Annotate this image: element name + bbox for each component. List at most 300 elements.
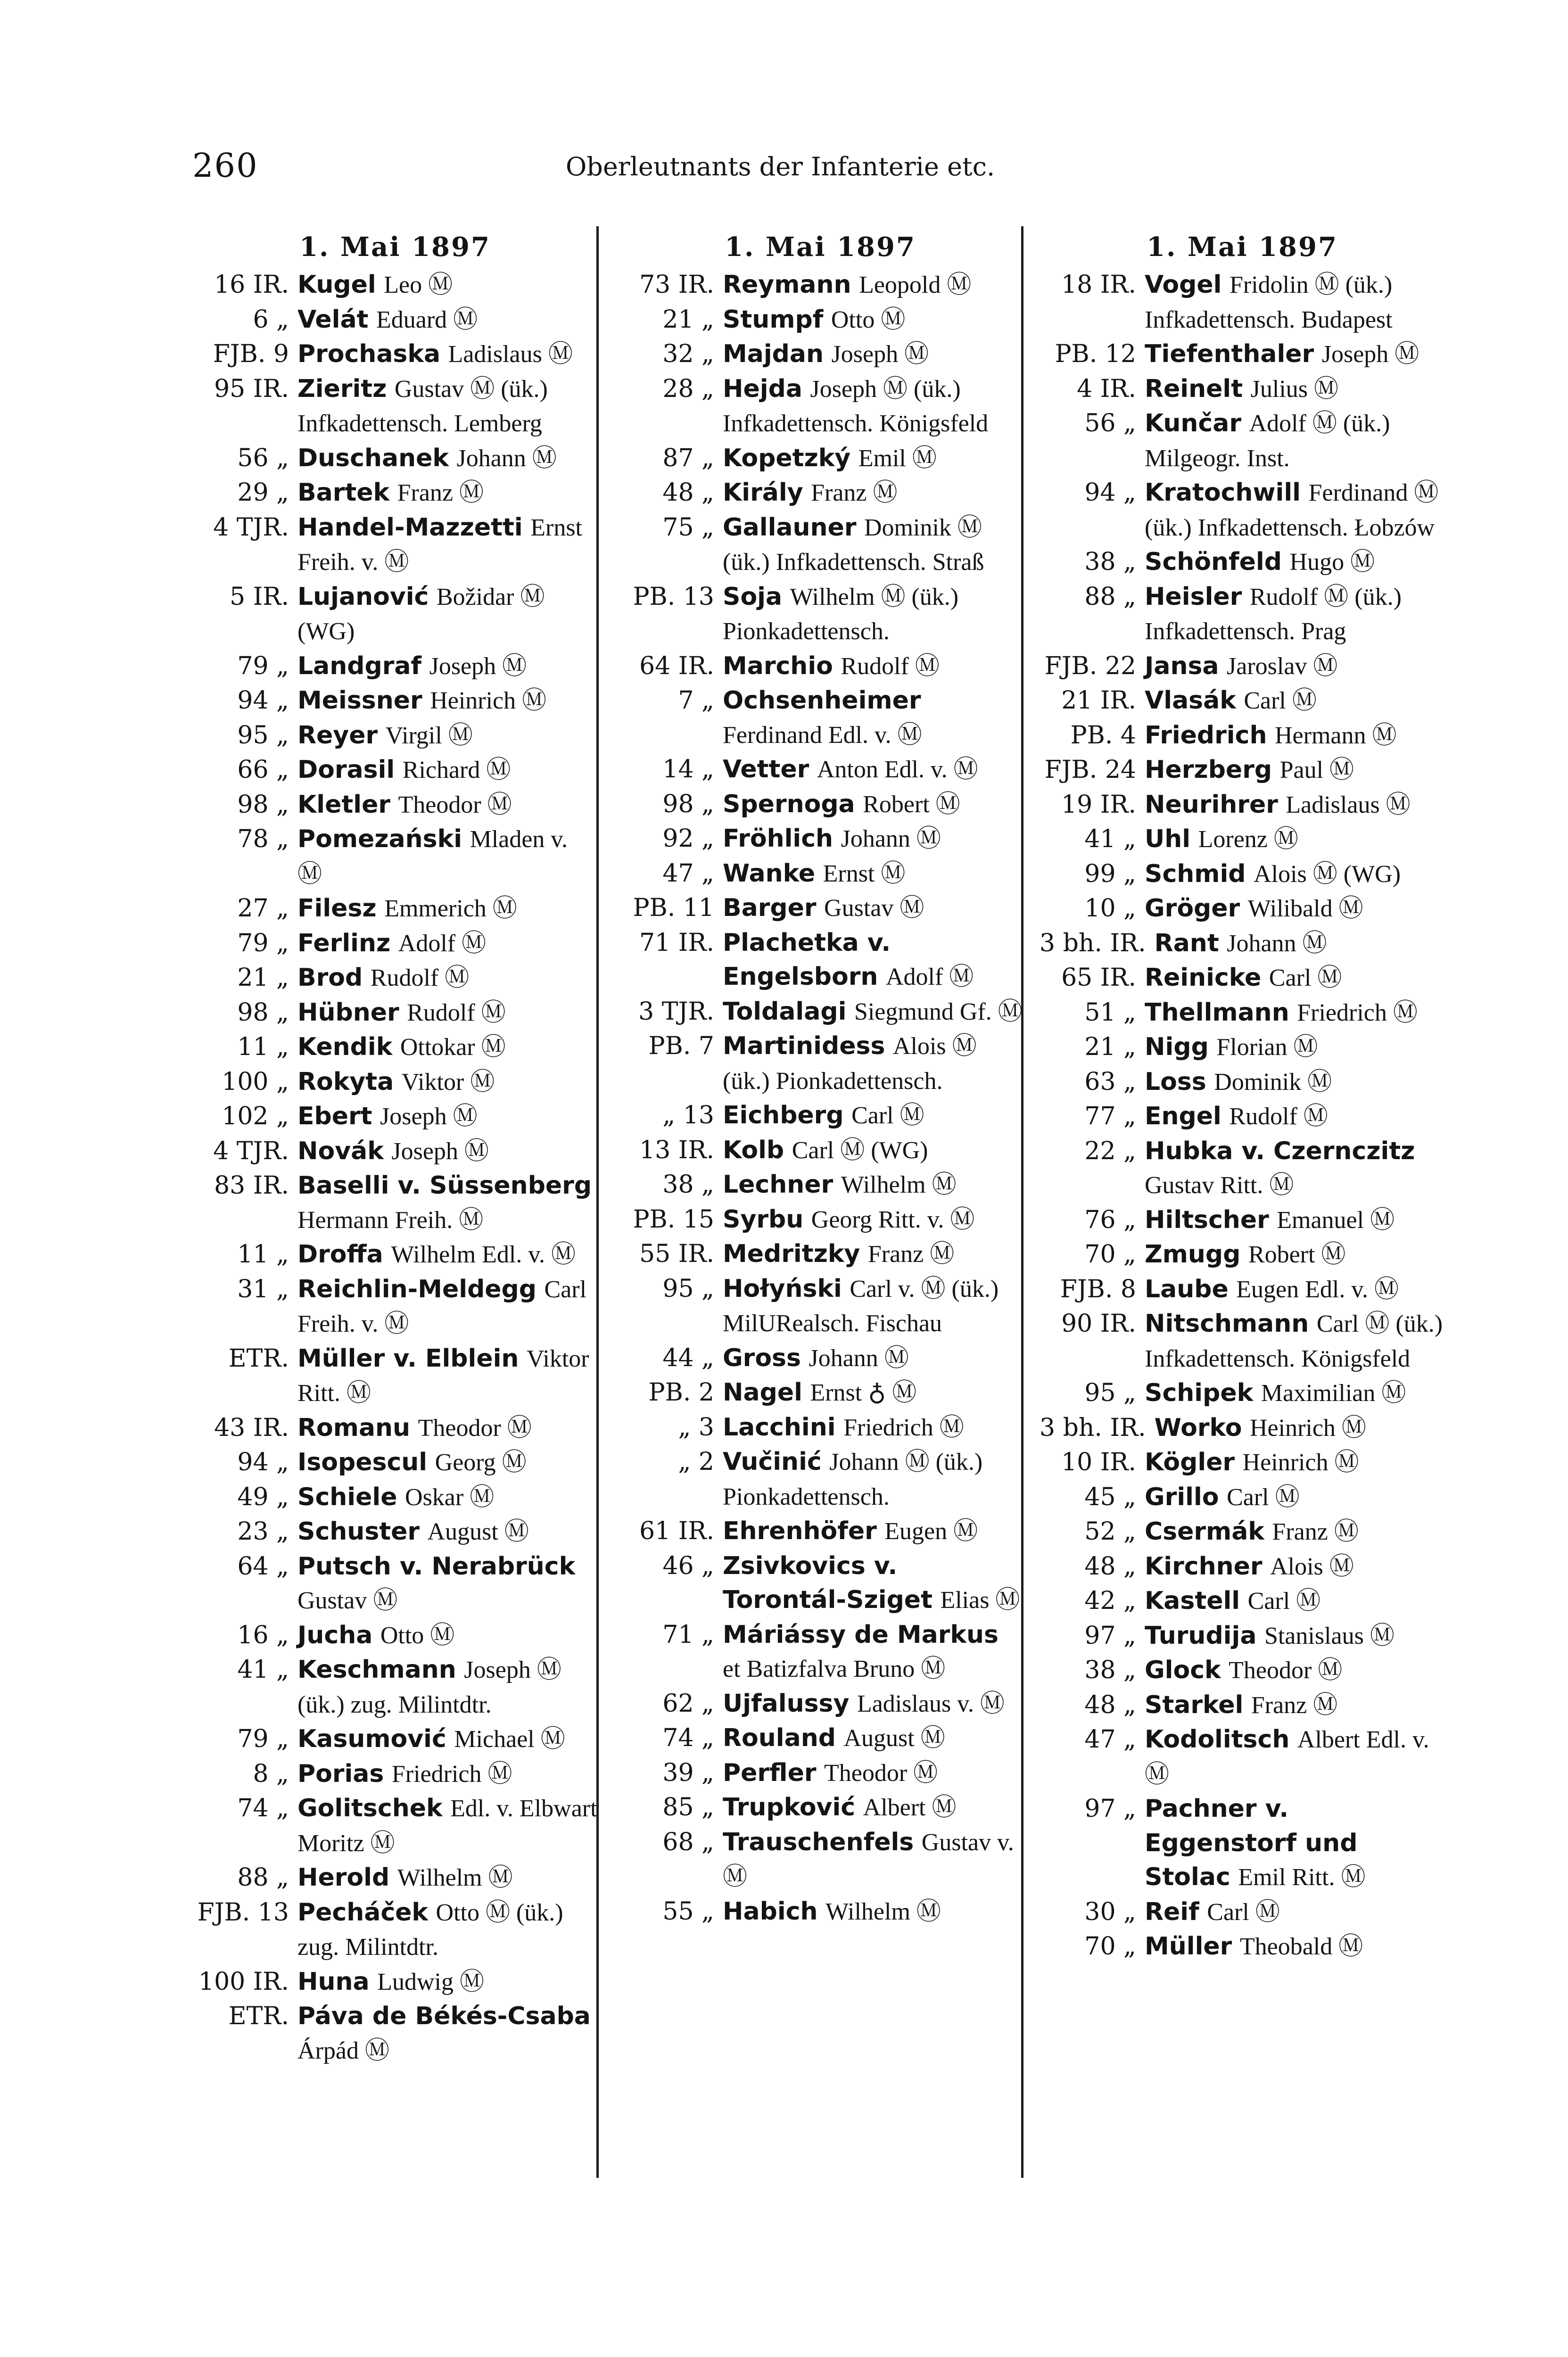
officer-entry [1040, 788, 1445, 823]
officer-name-block [297, 1895, 598, 1965]
officer-name-block [297, 580, 598, 649]
officer-entry [618, 1721, 1023, 1756]
officer-name-block [297, 1861, 598, 1895]
officer-entry [192, 1169, 598, 1237]
officer-name-block [1145, 1134, 1445, 1203]
unit-designation: 98 „ [237, 790, 289, 819]
unit-designation: 98 „ [662, 790, 714, 818]
officer-details: Carl Ⓜ [1227, 1483, 1300, 1511]
unit-designation: 98 „ [237, 998, 289, 1027]
officer-details: Rudolf Ⓜ [841, 652, 940, 680]
officer-entry [192, 1272, 598, 1342]
unit-designation: 52 „ [1084, 1517, 1136, 1546]
officer-entry [618, 1029, 1023, 1098]
officer-surname: Zieritz [297, 374, 387, 403]
unit-designation: 38 „ [1084, 548, 1136, 576]
officer-details: August Ⓜ [843, 1725, 945, 1752]
officer-name-block [297, 1965, 598, 2000]
unit-designation: 70 „ [1084, 1240, 1136, 1269]
officer-name-block [1145, 372, 1445, 407]
officer-entry [1040, 718, 1445, 753]
unit-designation: 99 „ [1084, 859, 1136, 888]
officer-entry [192, 996, 598, 1030]
officer-details: Theodor Ⓜ [418, 1414, 532, 1442]
officer-details: Ferdinand Ⓜ (ük.) Infkadettensch. Łobzów [1145, 479, 1439, 541]
officer-surname: Meissner [297, 686, 422, 715]
officer-details: Ernst ♁ Ⓜ [810, 1379, 917, 1406]
officer-name-block [1145, 1030, 1445, 1065]
officer-entry [1040, 1792, 1445, 1895]
officer-entry [1040, 649, 1445, 684]
unit-designation: 29 „ [237, 478, 289, 507]
officer-name-block [1145, 788, 1445, 823]
officer-details: Paul Ⓜ [1279, 757, 1354, 783]
officer-surname: Schiele [297, 1483, 397, 1511]
officer-surname: Tiefenthaler [1145, 340, 1314, 368]
officer-surname: Perfler [723, 1758, 817, 1787]
officer-details: Wilhelm Ⓜ (ük.) Pionkadettensch. [723, 583, 959, 645]
officer-entry [618, 1237, 1023, 1272]
officer-details: Joseph Ⓜ (ük.) Infkadettensch. Königsfeld [723, 375, 989, 437]
officer-surname: Pecháček [297, 1898, 428, 1927]
officer-surname: Gröger [1145, 894, 1240, 923]
unit-designation: PB. 15 [633, 1205, 714, 1234]
unit-designation: 56 „ [1084, 409, 1136, 437]
unit-designation: 48 „ [662, 478, 714, 507]
officer-details: Carl Ⓜ (ük.) Infkadettensch. Königsfeld [1145, 1310, 1443, 1372]
officer-name-block [297, 1791, 598, 1861]
officer-details: Emil Ritt. Ⓜ [1238, 1864, 1366, 1891]
officer-entry [1040, 753, 1445, 788]
officer-surname: Romanu [297, 1413, 411, 1442]
officer-entry [192, 441, 598, 476]
officer-details: Franz Ⓜ [397, 479, 484, 506]
officer-name-block [1145, 1895, 1445, 1930]
officer-name-block [723, 1618, 1023, 1687]
officer-details: Eugen Edl. v. Ⓜ [1236, 1276, 1399, 1303]
officer-name-block [723, 926, 1023, 995]
unit-designation: 8 „ [253, 1759, 289, 1788]
officer-details: Wilhelm Edl. v. Ⓜ [391, 1241, 576, 1268]
officer-surname: Ebert [297, 1102, 372, 1130]
officer-list [618, 268, 1023, 1929]
unit-designation: 75 „ [662, 513, 714, 542]
officer-surname: Király [723, 478, 803, 507]
officer-surname: Vlasák [1145, 686, 1236, 715]
unit-designation: 56 „ [237, 444, 289, 472]
unit-designation: 45 „ [1084, 1483, 1136, 1511]
officer-surname: Reichlin-Meldegg [297, 1275, 536, 1303]
officer-details: Hermann Freih. Ⓜ [297, 1206, 484, 1234]
unit-designation: 95 „ [237, 721, 289, 750]
unit-designation: FJB. 9 [213, 340, 289, 368]
unit-designation: 94 „ [237, 1448, 289, 1476]
unit-designation: FJB. 8 [1060, 1275, 1136, 1303]
roster-column-2 [618, 226, 1023, 1929]
unit-designation: 88 „ [1084, 582, 1136, 611]
roster-column-3 [1040, 226, 1445, 1964]
unit-designation: 3 bh. IR. [1040, 929, 1146, 957]
officer-entry [1040, 1376, 1445, 1411]
officer-details: Georg Ⓜ [435, 1449, 527, 1476]
officer-name-block [723, 1341, 1023, 1376]
officer-entry [618, 476, 1023, 511]
officer-entry [192, 1134, 598, 1169]
unit-designation: 11 „ [237, 1033, 289, 1061]
officer-name-block [1145, 1237, 1445, 1272]
officer-surname: Handel-Mazzetti [297, 513, 523, 542]
officer-name-block [723, 822, 1023, 857]
officer-details: Carl Ⓜ [1207, 1898, 1280, 1926]
officer-name-block [1145, 1619, 1445, 1654]
officer-name-block [297, 649, 598, 684]
officer-details: Albert Ⓜ [863, 1794, 957, 1821]
officer-entry [618, 787, 1023, 822]
officer-entry [618, 1825, 1023, 1895]
officer-entry [192, 753, 598, 788]
unit-designation: 38 „ [1084, 1656, 1136, 1684]
officer-name-block [1145, 996, 1445, 1030]
unit-designation: 10 „ [1084, 894, 1136, 923]
officer-name-block [723, 268, 1023, 303]
officer-details: Theobald Ⓜ [1239, 1933, 1363, 1960]
unit-designation: 21 „ [1084, 1033, 1136, 1061]
officer-surname: Starkel [1145, 1690, 1244, 1719]
unit-designation: 76 „ [1084, 1205, 1136, 1234]
officer-entry [1040, 1480, 1445, 1515]
officer-surname: Porias [297, 1759, 384, 1788]
officer-surname: Herzberg [1145, 756, 1272, 784]
officer-entry [1040, 406, 1445, 476]
officer-entry [1040, 857, 1445, 892]
officer-name-block [1145, 1584, 1445, 1619]
officer-entry [618, 995, 1023, 1030]
officer-details: Carl v. Ⓜ (ük.) MilURealsch. Fischau [723, 1275, 999, 1337]
unit-designation: 102 „ [222, 1102, 289, 1130]
unit-designation: „ 3 [678, 1413, 714, 1442]
officer-entry [1040, 476, 1445, 545]
officer-entry [192, 1618, 598, 1653]
officer-name-block [297, 1030, 598, 1065]
unit-designation: 100 IR. [198, 1967, 289, 1996]
officer-name-block [1145, 1065, 1445, 1100]
officer-surname: Turudija [1145, 1621, 1257, 1650]
officer-surname: Loss [1145, 1067, 1206, 1096]
unit-designation: FJB. 13 [197, 1898, 289, 1927]
officer-surname: Kastell [1145, 1587, 1240, 1615]
officer-entry [192, 1030, 598, 1065]
officer-name-block [1145, 268, 1445, 337]
officer-surname: Droffa [297, 1240, 383, 1269]
unit-designation: 100 „ [222, 1067, 289, 1096]
officer-name-block [297, 1169, 598, 1237]
officer-surname: Huna [297, 1967, 370, 1996]
unit-designation: 21 „ [237, 964, 289, 992]
officer-surname: Kodolitsch [1145, 1725, 1290, 1754]
officer-entry [192, 718, 598, 753]
officer-name-block [1145, 961, 1445, 996]
officer-details: Gustav Ⓜ [824, 895, 924, 922]
unit-designation: 78 „ [237, 825, 289, 853]
officer-details: Gustav v. Ⓜ [723, 1829, 1014, 1890]
officer-details: Oskar Ⓜ [405, 1483, 495, 1511]
officer-surname: Putsch v. Nerabrück [297, 1552, 576, 1581]
officer-details: Leopold Ⓜ [859, 272, 972, 298]
officer-details: Ludwig Ⓜ [377, 1968, 484, 1995]
officer-entry [192, 1757, 598, 1792]
officer-entry [618, 1514, 1023, 1549]
officer-entry [1040, 1895, 1445, 1930]
unit-designation: 95 „ [662, 1274, 714, 1303]
officer-surname: Herold [297, 1863, 390, 1892]
officer-name-block [297, 718, 598, 753]
officer-details: Rudolf Ⓜ (ük.) Infkadettensch. Prag [1145, 583, 1402, 645]
officer-entry [1040, 1549, 1445, 1584]
officer-entry [192, 303, 598, 338]
unit-designation: 27 „ [237, 894, 289, 923]
unit-designation: 4 IR. [1077, 374, 1136, 403]
officer-name-block [723, 891, 1023, 926]
officer-name-block [723, 1410, 1023, 1445]
officer-details: Leo Ⓜ [384, 272, 453, 298]
officer-details: Alois Ⓜ (ük.) Pionkadettensch. [723, 1033, 977, 1095]
officer-entry [192, 1099, 598, 1134]
unit-designation: 95 „ [1084, 1379, 1136, 1407]
officer-details: Carl Ⓜ (WG) [792, 1137, 928, 1164]
officer-surname: Ujfalussy [723, 1689, 850, 1718]
officer-details: Friedrich Ⓜ [843, 1414, 964, 1441]
officer-name-block [723, 1825, 1023, 1895]
officer-details: Johann Ⓜ [809, 1344, 909, 1372]
officer-surname: Filesz [297, 894, 377, 923]
unit-designation: 74 „ [237, 1794, 289, 1822]
officer-surname: Schipek [1145, 1379, 1254, 1407]
officer-surname: Golitschek [297, 1794, 443, 1822]
officer-entry [192, 1065, 598, 1100]
officer-details: Robert Ⓜ [1248, 1241, 1346, 1268]
officer-surname: Dorasil [297, 756, 395, 784]
officer-surname: Brod [297, 964, 363, 992]
officer-surname: Ochsenheimer [723, 686, 921, 715]
unit-designation: FJB. 24 [1044, 756, 1136, 784]
officer-surname: Gross [723, 1343, 801, 1372]
officer-name-block [297, 753, 598, 788]
unit-designation: 79 „ [237, 1725, 289, 1753]
unit-designation: 71 „ [662, 1620, 714, 1649]
officer-surname: Hiltscher [1145, 1205, 1269, 1234]
officer-name-block [297, 1099, 598, 1134]
officer-entry [1040, 372, 1445, 407]
officer-entry [1040, 1619, 1445, 1654]
officer-details: Ernst Ⓜ [823, 860, 906, 887]
unit-designation: 21 „ [662, 305, 714, 334]
officer-name-block [723, 1376, 1023, 1410]
unit-designation: 3 bh. IR. [1040, 1413, 1146, 1442]
officer-name-block [1145, 857, 1445, 892]
officer-entry [618, 1549, 1023, 1618]
officer-name-block [297, 926, 598, 961]
officer-name-block [723, 1514, 1023, 1549]
unit-designation: FJB. 22 [1044, 651, 1136, 680]
officer-entry [1040, 1722, 1445, 1792]
officer-name-block [297, 1653, 598, 1722]
officer-name-block [1145, 1272, 1445, 1307]
officer-name-block [723, 857, 1023, 891]
officer-details: Wilhelm Ⓜ [397, 1864, 513, 1891]
unit-designation: 73 IR. [639, 271, 714, 299]
officer-surname: Martinidess [723, 1032, 885, 1060]
officer-name-block [297, 961, 598, 996]
officer-surname: Reyer [297, 721, 378, 750]
officer-name-block [1145, 1929, 1445, 1964]
unit-designation: 61 IR. [639, 1517, 714, 1545]
officer-entry [192, 649, 598, 684]
officer-details: Anton Edl. v. Ⓜ [817, 756, 978, 783]
officer-surname: Keschmann [297, 1656, 456, 1684]
officer-name-block [723, 1098, 1023, 1133]
unit-designation: 43 IR. [214, 1413, 289, 1442]
officer-entry [192, 511, 598, 580]
officer-surname: Duschanek [297, 444, 449, 472]
officer-entry [192, 1791, 598, 1861]
officer-details: Joseph Ⓜ [429, 652, 527, 680]
officer-surname: Worko [1154, 1413, 1242, 1442]
officer-name-block [1145, 1376, 1445, 1411]
officer-entry [618, 822, 1023, 857]
unit-designation: PB. 12 [1055, 340, 1136, 368]
officer-name-block [297, 1342, 598, 1411]
officer-surname: Ehrenhöfer [723, 1517, 877, 1545]
officer-details: Franz Ⓜ [867, 1241, 955, 1268]
unit-designation: 92 „ [662, 824, 714, 853]
officer-entry [192, 580, 598, 649]
officer-entry [192, 822, 598, 891]
officer-details: Richard Ⓜ [402, 757, 511, 783]
officer-entry [1040, 1099, 1445, 1134]
unit-designation: 94 „ [1084, 478, 1136, 507]
officer-surname: Jansa [1145, 651, 1219, 680]
officer-name-block [723, 995, 1023, 1030]
officer-details: Joseph Ⓜ [1321, 341, 1419, 368]
officer-surname: Spernoga [723, 790, 855, 818]
unit-designation: PB. 2 [648, 1378, 714, 1407]
unit-designation: 74 „ [662, 1724, 714, 1752]
officer-entry [618, 1756, 1023, 1791]
officer-name-block [1155, 1411, 1445, 1446]
unit-designation: ETR. [228, 1344, 289, 1373]
officer-name-block [723, 1549, 1023, 1618]
officer-name-block [297, 822, 598, 891]
unit-designation: 4 TJR. [213, 513, 289, 542]
officer-entry [192, 684, 598, 718]
officer-name-block [297, 684, 598, 718]
officer-entry [1040, 996, 1445, 1030]
officer-entry [618, 684, 1023, 752]
officer-surname: Hübner [297, 998, 399, 1027]
officer-name-block [1145, 580, 1445, 649]
officer-name-block [1145, 1203, 1445, 1238]
unit-designation: „ 2 [678, 1448, 714, 1476]
officer-entry [618, 1098, 1023, 1133]
officer-name-block [723, 1168, 1023, 1203]
officer-entry [1040, 580, 1445, 649]
officer-name-block [297, 441, 598, 476]
officer-details: Franz Ⓜ [1272, 1518, 1359, 1545]
officer-surname: Medritzky [723, 1240, 860, 1268]
running-title: Oberleutnants der Infanterie etc. [566, 152, 995, 181]
officer-surname: Ferlinz [297, 929, 391, 957]
officer-entry [618, 891, 1023, 926]
book-page [141, 118, 1443, 2315]
officer-details: Carl Ⓜ [1244, 687, 1317, 714]
officer-entry [192, 1342, 598, 1411]
officer-entry [192, 1999, 598, 2068]
officer-details: Fridolin Ⓜ (ük.) Infkadettensch. Budapest [1145, 272, 1393, 333]
unit-designation: 6 „ [253, 305, 289, 334]
officer-surname: Majdan [723, 340, 824, 368]
officer-surname: Zsivkovics v. Torontál-Sziget [723, 1551, 933, 1614]
unit-designation: 63 „ [1084, 1067, 1136, 1096]
officer-entry [618, 303, 1023, 338]
officer-name-block [1145, 1515, 1445, 1549]
unit-designation: ETR. [228, 2002, 289, 2030]
officer-details: Božidar Ⓜ (WG) [297, 583, 545, 645]
officer-surname: Csermák [1145, 1517, 1264, 1546]
officer-entry [192, 1237, 598, 1272]
officer-details: Gustav Ⓜ (ük.) Infkadettensch. Lemberg [297, 375, 548, 437]
officer-details: et Batizfalva Bruno Ⓜ [723, 1656, 946, 1682]
officer-list [1040, 268, 1445, 1964]
officer-details: Gustav Ritt. Ⓜ [1145, 1172, 1294, 1199]
officer-surname: Friedrich [1145, 721, 1267, 750]
officer-surname: Nigg [1145, 1033, 1209, 1061]
officer-details: Otto Ⓜ (ük.) zug. Milintdtr. [297, 1899, 563, 1961]
officer-surname: Schönfeld [1145, 548, 1282, 576]
officer-surname: Lacchini [723, 1413, 836, 1442]
officer-name-block [297, 372, 598, 441]
officer-details: Siegmund Gf. Ⓜ [854, 998, 1023, 1025]
officer-entry [618, 580, 1023, 649]
officer-surname: Syrbu [723, 1205, 804, 1234]
officer-name-block [297, 1134, 598, 1169]
officer-entry [1040, 545, 1445, 580]
officer-name-block [723, 580, 1023, 649]
unit-designation: 4 TJR. [213, 1137, 289, 1165]
officer-entry [618, 1618, 1023, 1687]
officer-surname: Uhl [1145, 825, 1191, 853]
officer-entry [618, 337, 1023, 372]
officer-surname: Laube [1145, 1275, 1229, 1303]
officer-name-block [1145, 545, 1445, 580]
unit-designation: 97 „ [1084, 1621, 1136, 1650]
officer-name-block [297, 1999, 598, 2068]
unit-designation: 94 „ [237, 686, 289, 715]
officer-details: Julius Ⓜ [1250, 375, 1339, 403]
officer-surname: Glock [1145, 1656, 1221, 1684]
officer-entry [1040, 891, 1445, 926]
officer-details: Carl Freih. v. Ⓜ [297, 1276, 587, 1337]
officer-surname: Baselli v. Süssenberg [297, 1171, 592, 1200]
officer-details: Alois Ⓜ [1270, 1553, 1354, 1580]
unit-designation: 44 „ [662, 1343, 714, 1372]
officer-surname: Kratochwill [1145, 478, 1301, 507]
unit-designation: 48 „ [1084, 1690, 1136, 1719]
officer-name-block [1145, 684, 1445, 718]
officer-entry [1040, 1134, 1445, 1203]
officer-details: Hugo Ⓜ [1289, 549, 1375, 576]
unit-designation: 47 „ [1084, 1725, 1136, 1754]
unit-designation: 79 „ [237, 651, 289, 680]
